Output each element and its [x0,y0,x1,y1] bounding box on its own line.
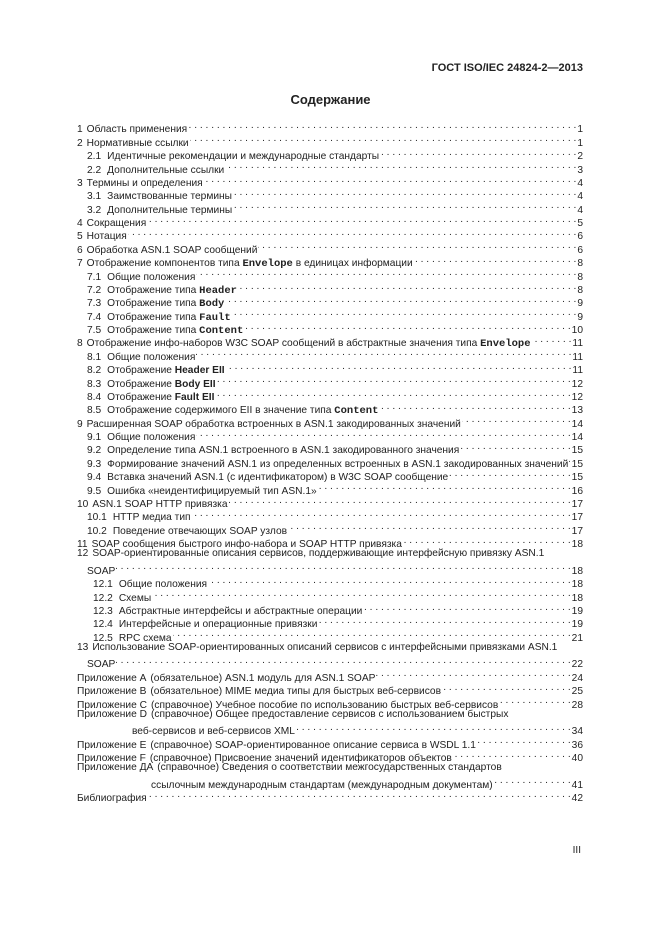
toc-entry-page: 3 [577,164,583,176]
toc-entry-title-cont: SOAP [87,659,116,671]
toc-entry-page: 11 [572,365,583,377]
toc-entry-number: 8.3 [87,378,102,390]
toc-entry[interactable] [77,587,583,604]
toc-entry-title-part: (обязательное) MIME медиа типы для быстрых веб-сервисов [150,686,441,698]
toc-entry-number: Приложение F [77,753,146,764]
toc-entry-title-part: Envelope [480,338,531,351]
toc-entry-number: 12.3 [93,605,113,617]
dot-leader [244,320,570,333]
toc-entry-title-part: Идентичные рекомендации и международные стандарты [107,151,380,163]
toc-entry-page: 11 [572,351,583,363]
toc-entry-title-part: Body EII [174,378,216,390]
page-number: III [572,845,581,856]
toc-entry-number: 2.2 [87,164,102,176]
toc-entry[interactable] [77,119,583,136]
dot-leader [318,614,570,627]
toc-entry-page: 22 [571,659,583,671]
toc-entry-number: Приложение С [77,699,147,711]
toc-entry-continuation[interactable] [77,560,583,577]
toc-entry-title-part: Content [199,325,244,337]
dot-leader [453,748,571,761]
toc-entry-title [77,792,147,805]
toc-entry[interactable] [77,547,583,560]
toc-entry-title-part: Заимствованные термины [107,191,232,203]
toc-entry-title-part: Общие положения [118,579,208,591]
toc-entry[interactable] [77,641,583,654]
toc-entry-title-part: (справочное) Присвоение значений идентификаторов объектов [149,753,452,764]
toc-entry-title-part: Термины и определения [86,177,203,189]
toc-entry-title-part: Поведение отвечающих SOAP узлов [112,525,288,537]
dot-leader [499,694,570,707]
toc-entry-number: 12 [77,548,89,559]
toc-entry-page: 17 [571,512,583,524]
toc-entry-number: 8 [77,338,83,350]
toc-entry-title [107,190,232,203]
toc-entry-number: 10.1 [87,512,107,524]
toc-entry-title [107,351,195,364]
dot-leader [477,734,571,747]
toc-entry-page: 8 [577,284,583,296]
toc-entry-page: 17 [571,525,583,537]
toc-entry-page: 10 [571,325,583,336]
toc-entry[interactable] [77,761,583,774]
dot-leader [215,387,570,400]
table-of-contents [77,119,583,805]
toc-entry-title [107,324,243,338]
toc-entry-title-part: Общие положения [107,432,196,443]
toc-entry-title-part: Нормативные ссылки [86,137,189,149]
toc-entry-title-part: SOAP-ориентированные описания сервисов, поддерживающие интерфейсную привязку ASN.1 [92,548,545,559]
dot-leader [192,507,571,520]
toc-entry-page: 15 [571,472,583,484]
toc-entry-page: 12 [571,378,583,390]
toc-entry-title [87,244,258,257]
dot-leader [225,159,576,172]
toc-entry-title-part: Общие положения [107,271,196,283]
toc-entry-title [107,297,224,311]
dot-leader [116,654,570,667]
toc-entry-title [107,378,215,391]
toc-entry-number: 3.1 [87,191,102,203]
toc-entry-number: 8.5 [87,405,102,417]
toc-entry-number: 8.4 [87,391,102,403]
toc-entry-page: 2 [577,151,583,163]
toc-entry-continuation[interactable] [77,774,583,791]
toc-entry[interactable] [77,667,583,684]
toc-entry-number: 4 [77,218,83,229]
toc-entry-title-part: Отображение компонентов типа [86,258,243,270]
toc-entry-title [157,761,501,774]
toc-entry-number: 3.2 [87,204,102,216]
toc-entry-title-part: RPC схема [118,632,172,644]
toc-entry-page: 18 [571,579,583,591]
dot-leader [233,199,576,212]
toc-entry-title [150,739,476,752]
toc-entry-title [107,391,214,404]
toc-entry-title-part: (справочное) SOAP-ориентированное описание сервиса в WSDL 1.1 [150,739,476,751]
toc-entry-page: 12 [571,391,583,403]
toc-entry-title-part: HTTP медиа тип [112,512,191,524]
toc-entry-number: 12.4 [93,619,113,631]
toc-entry-title-part: Дополнительные термины [107,204,233,216]
toc-entry-title-cont: веб-сервисов и веб-сервисов XML [132,726,295,738]
toc-entry-title-part: Использование SOAP-ориентированных описаний сервисов с интерфейсными привязками ASN.1 [92,641,558,653]
toc-entry-page: 15 [571,445,583,457]
toc-entry-number: 7.4 [87,311,102,323]
toc-entry-number: 7.5 [87,325,102,336]
toc-entry-title [92,547,544,560]
toc-entry-number: 7.1 [87,271,102,283]
toc-entry-title [107,431,195,444]
toc-entry-page: 8 [577,258,583,270]
toc-entry-page: 34 [571,726,583,738]
toc-entry-title-part: Отображение [107,391,175,403]
toc-entry-title [107,284,237,298]
dot-leader [225,293,576,306]
dot-leader [147,213,576,226]
toc-entry-page: 28 [571,699,583,711]
toc-entry-page: 40 [571,753,583,764]
toc-entry-page: 11 [572,338,583,350]
dot-leader [173,627,571,640]
toc-entry-title-part: Отображение типа [107,284,200,296]
dot-leader [449,467,570,480]
toc-entry-number: 2.1 [87,151,102,163]
toc-entry-title [113,525,287,538]
dot-leader [288,520,571,533]
toc-entry[interactable] [77,601,583,617]
toc-entry-number: 7.2 [87,284,102,296]
toc-entry-title-part: Определение типа ASN.1 встроенного в ASN.1 закодированного значения [107,445,460,457]
toc-entry-number: 10 [77,498,89,510]
toc-entry-title-part: Body [199,298,225,311]
toc-entry-number: 13 [77,641,89,653]
toc-entry-page: 9 [577,311,583,323]
toc-entry[interactable] [77,708,583,721]
toc-entry-title [113,511,191,524]
toc-entry-title-part: Интерфейсные и операционные привязки [118,619,318,631]
toc-entry-number: 7.3 [87,298,102,310]
toc-entry-title-part: Вставка значений ASN.1 (с идентификатором) в W3C SOAP сообщение [107,472,449,484]
toc-entry[interactable] [77,239,583,256]
toc-entry-number: 12.2 [93,592,113,604]
toc-entry-title [92,641,557,654]
toc-entry-number: 7 [77,258,83,270]
toc-entry-number: 2 [77,137,83,149]
toc-entry-number: 12.1 [93,579,113,591]
dot-leader [318,480,571,493]
toc-entry-number: 6 [77,244,83,256]
toc-entry-title-part: (обязательное) ASN.1 модуль для ASN.1 SOAP [150,672,376,684]
toc-entry-number: Приложение ДА [77,762,154,773]
toc-entry-title-part: Библиография [77,793,147,805]
toc-entry-title-cont: ссылочным международным стандартам (международным документам) [151,779,493,791]
dot-leader [462,413,571,426]
toc-entry-title [150,685,441,698]
dot-leader [232,306,577,319]
dot-leader [229,494,571,507]
toc-entry-title-part: Отображение типа [107,311,200,323]
toc-entry-number: 9.3 [87,458,102,470]
dot-leader [376,667,570,680]
toc-entry-page: 14 [571,418,583,430]
toc-entry-title [107,311,231,325]
dot-leader [116,560,570,573]
toc-entry-title-part: Нотация [86,231,127,243]
toc-entry-page: 18 [571,565,583,577]
toc-entry-page: 25 [571,686,583,698]
dot-leader [296,721,571,734]
dot-leader [226,360,572,373]
toc-entry-title-part: Ошибка «неидентифицируемый тип ASN.1» [107,485,317,497]
toc-entry-page: 15 [571,458,583,470]
toc-entry-title-part: SOAP сообщения быстрого инфо-набора и SOAP HTTP привязка [91,539,402,550]
toc-entry-page: 8 [577,271,583,283]
toc-entry-title-part: Общие положения [107,351,196,363]
toc-entry-title-part: Envelope [242,258,293,271]
toc-entry-title-part: Схемы [118,592,152,604]
dot-leader [380,146,576,159]
toc-entry-page: 9 [577,298,583,310]
dot-leader [204,173,577,186]
dot-leader [196,266,576,279]
toc-entry-title-part: Абстрактные интерфейсы и абстрактные операции [118,605,363,617]
toc-entry-title-part: Header [199,284,237,297]
toc-entry-page: 18 [571,539,583,550]
toc-entry-title-part: (справочное) Общее предоставление сервисов с использованием быстрых [150,708,509,720]
toc-entry-title-part: (справочное) Сведения о соответствии межгосударственных стандартов [157,762,502,773]
toc-entry-title-part: Header EII [174,365,225,377]
page-title: Содержание [290,92,371,107]
toc-entry-number: 9.4 [87,472,102,484]
toc-entry-title [150,672,375,685]
toc-entry-page: 13 [571,405,583,417]
toc-entry-title-part: Fault [199,311,231,324]
toc-entry-title [119,592,151,605]
toc-entry-page: 1 [577,124,583,136]
toc-entry-title-part: Fault EII [174,391,215,403]
toc-entry-number: Приложение В [77,686,147,698]
dot-leader [379,400,570,413]
toc-entry-title-part: ASN.1 SOAP HTTP привязка [92,498,228,510]
toc-entry-title-part: Content [334,405,379,418]
toc-entry-page: 6 [577,244,583,256]
toc-entry-page: 24 [571,672,583,684]
toc-entry-number: 9.2 [87,445,102,457]
toc-entry-title-part: в единицах информации [292,258,413,270]
dot-leader [188,119,576,132]
toc-entry-title [107,404,378,418]
toc-entry-title [87,123,187,136]
toc-entry[interactable] [77,788,583,805]
toc-entry[interactable] [77,226,583,243]
toc-entry-title-part: Дополнительные ссылки [107,164,225,176]
toc-entry-number: 3 [77,177,83,189]
toc-entry-number: Приложение D [77,708,147,720]
toc-entry-title [87,177,203,190]
toc-entry-number: Приложение А [77,672,147,684]
toc-entry-continuation[interactable] [77,721,583,738]
toc-entry-number: 12.5 [93,632,113,644]
toc-entry-title [107,364,224,377]
dot-leader [128,226,577,239]
toc-entry-title-part: Формирование значений ASN.1 из определенных встроенных в ASN.1 закодированных значений [107,458,569,470]
dot-leader [460,440,570,453]
dot-leader [442,681,571,694]
toc-entry-page: 16 [571,485,583,497]
toc-entry-title-part: Расширенная SOAP обработка встроенных в ASN.1 закодированных значений [86,418,461,430]
toc-entry-title-part: Отображение типа [107,325,200,336]
dot-leader [233,186,576,199]
toc-entry-title [107,444,459,457]
toc-entry[interactable] [77,213,583,229]
toc-entry-page: 19 [571,619,583,631]
toc-entry-page: 1 [577,137,583,149]
toc-entry-page: 41 [571,779,583,791]
dot-leader [258,239,576,252]
dot-leader [217,373,571,386]
toc-entry-title-part: Отображение содержимого EII в значение типа [107,405,335,417]
toc-entry-page: 36 [571,739,583,751]
toc-entry-number: Приложение Е [77,739,147,751]
toc-entry-page: 14 [571,432,583,443]
dot-leader [148,788,571,801]
toc-entry-number: 9 [77,418,83,430]
dot-leader [569,453,570,466]
toc-entry-number: 5 [77,231,83,243]
toc-entry-number: 8.1 [87,351,102,363]
dot-leader [494,774,571,787]
toc-entry-number: 10.2 [87,525,107,537]
dot-leader [190,132,577,145]
toc-entry-title-part: Отображение [107,365,175,377]
toc-entry-number: 11 [77,539,88,550]
toc-entry-page: 6 [577,231,583,243]
toc-entry-title-cont: SOAP [87,565,116,577]
dot-leader [403,534,571,547]
toc-entry-number: 9.1 [87,432,102,443]
toc-entry-title [87,230,127,243]
dot-leader [238,280,576,293]
toc-entry-title-part: (справочное) Учебное пособие по использованию быстрых веб-сервисов [150,699,499,711]
toc-entry-title-part: Сокращения [86,218,147,229]
dot-leader [208,574,571,587]
toc-entry-page: 42 [571,793,583,805]
toc-entry-title-part: Отображение инфо-наборов W3C SOAP сообщений в абстрактные значения типа [86,338,481,350]
dot-leader [414,253,577,266]
dot-leader [363,601,570,614]
dot-leader [196,346,571,359]
toc-entry-page: 5 [577,218,583,229]
toc-entry-page: 17 [571,498,583,510]
toc-entry-page: 18 [571,592,583,604]
toc-entry-page: 19 [571,605,583,617]
document-id: ГОСТ ISO/IEC 24824-2—2013 [431,62,583,74]
toc-entry[interactable] [77,574,583,591]
toc-entry-title-part: Отображение типа [107,298,200,310]
toc-entry-page: 4 [577,177,583,189]
dot-leader [152,587,570,600]
toc-entry-page: 21 [571,632,583,644]
toc-entry-page: 4 [577,204,583,216]
toc-entry-title-part: Отображение [107,378,175,390]
toc-entry-continuation[interactable] [77,654,583,671]
toc-entry-number: 9.5 [87,485,102,497]
toc-entry-page: 4 [577,191,583,203]
toc-entry-number: 8.2 [87,365,102,377]
toc-entry-title [107,271,195,284]
dot-leader [196,427,570,440]
toc-entry-title-part: Обработка ASN.1 SOAP сообщений [86,244,258,256]
toc-entry-title [87,137,189,150]
toc-entry-title [151,708,508,721]
dot-leader [532,333,572,346]
toc-entry-title-part: Область применения [86,124,188,136]
toc-entry-number: 1 [77,124,83,136]
